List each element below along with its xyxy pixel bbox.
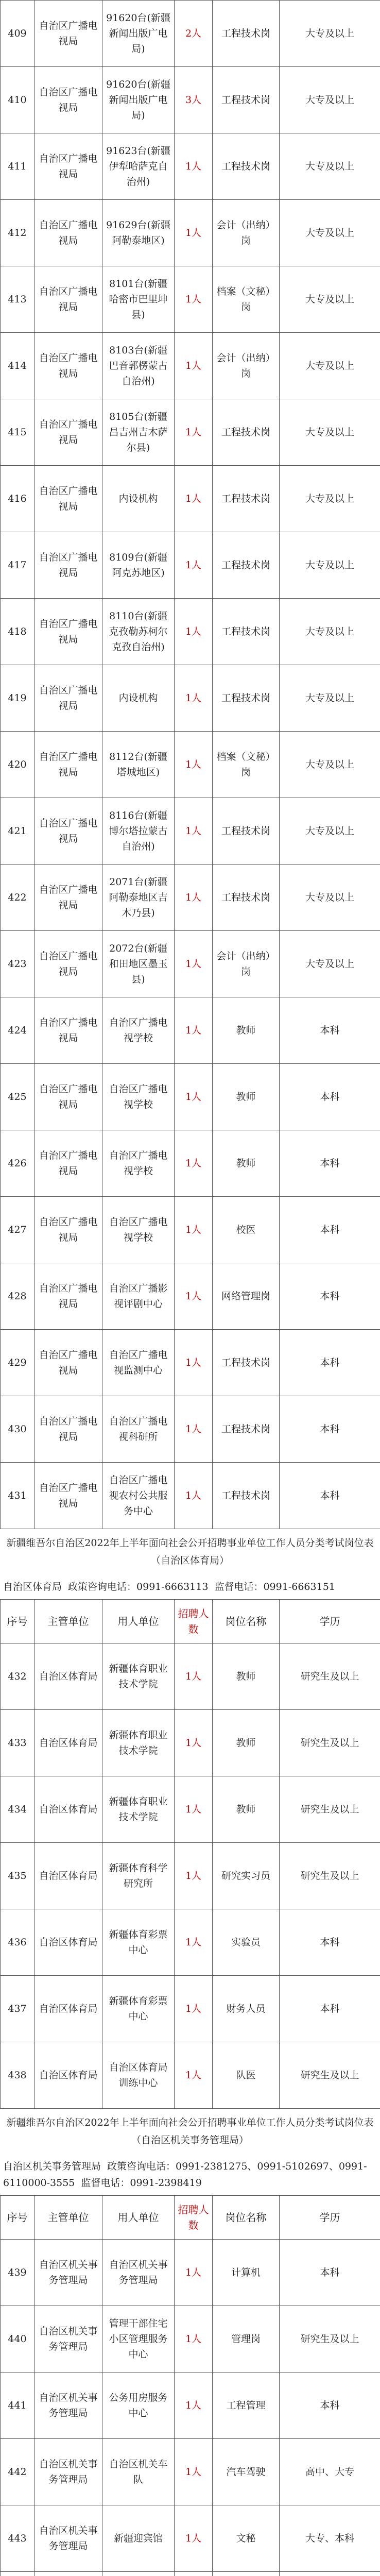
cell-position-name (213, 2572, 280, 2576)
table-header-row (1, 1600, 380, 1643)
cell-supervising-unit: 自治区广播电视局 (34, 1, 102, 67)
cell-education: 大专及以上 (280, 798, 380, 865)
cell-employer: 自治区广播影视评剧中心 (102, 1263, 175, 1330)
column-header-employer: 用人单位 (102, 2196, 175, 2240)
cell-employer: 91629台(新疆阿勒泰地区) (102, 200, 175, 266)
cell-position-name: 档案（文秘）岗 (213, 266, 280, 333)
table-row (1, 1909, 380, 1976)
cell-position-name: 计算机 (213, 2240, 280, 2306)
table-row (1, 2042, 380, 2109)
cell-position-name: 校医 (213, 1197, 280, 1263)
cell-position-name: 档案（文秘）岗 (213, 732, 280, 798)
cell-supervising-unit: 自治区广播电视局 (34, 1463, 102, 1529)
cell-position-name: 教师 (213, 1710, 280, 1776)
cell-position-name: 工程技术岗 (213, 532, 280, 599)
cell-headcount: 1人 (175, 1710, 213, 1776)
cell-position-name: 工程技术岗 (213, 1330, 280, 1396)
cell-headcount: 1人 (175, 1976, 213, 2042)
cell-employer: 内设机构 (102, 665, 175, 732)
section-notice-1: 新疆维吾尔自治区2022年上半年面向社会公开招聘事业单位工作人员分类考试岗位表（自治区体育局） (6, 1537, 374, 1566)
cell-employer: 自治区机关事务管理局 (102, 2240, 175, 2306)
table-row (1, 399, 380, 466)
column-header-headcount: 招聘人数 (175, 2196, 213, 2240)
cell-supervising-unit: 自治区体育局 (34, 1976, 102, 2042)
table-row (1, 2306, 380, 2372)
table-row (1, 1130, 380, 1197)
cell-supervising-unit: 自治区广播电视局 (34, 599, 102, 665)
cell-education: 本科 (280, 1263, 380, 1330)
column-header-supervising-unit: 主管单位 (34, 1600, 102, 1643)
cell-headcount: 1人 (175, 2240, 213, 2306)
cell-headcount: 1人 (175, 1843, 213, 1909)
cell-supervising-unit (34, 2572, 102, 2576)
table-row (1, 931, 380, 997)
cell-headcount: 1人 (175, 732, 213, 798)
column-header-row-number: 序号 (1, 1600, 34, 1643)
cell-employer: 8112台(新疆塔城地区) (102, 732, 175, 798)
cell-education: 大专及以上 (280, 67, 380, 133)
cell-education: 大专及以上 (280, 732, 380, 798)
cell-headcount: 1人 (175, 1064, 213, 1130)
column-header-position-name: 岗位名称 (213, 1600, 280, 1643)
cell-employer: 自治区体育局训练中心 (102, 2042, 175, 2109)
table-row (1, 1776, 380, 1843)
cell-employer: 内设机构 (102, 466, 175, 532)
cell-education: 大专及以上 (280, 532, 380, 599)
section-contact-1: 自治区体育局 政策咨询电话：0991-6663113 监督电话：0991-6663151 (3, 1581, 335, 1592)
column-header-education: 学历 (280, 1600, 380, 1643)
cell-education: 大专及以上 (280, 266, 380, 333)
cell-row-number: 424 (1, 997, 34, 1064)
cell-education: 高中、大专 (280, 2439, 380, 2505)
cell-employer: 公务用房服务中心 (102, 2372, 175, 2439)
cell-employer: 自治区广播电视农村公共服务中心 (102, 1463, 175, 1529)
cell-education: 大专及以上 (280, 333, 380, 399)
cell-education: 本科 (280, 1330, 380, 1396)
table-row (1, 1463, 380, 1529)
cell-row-number: 419 (1, 665, 34, 732)
table-row (1, 1643, 380, 1710)
table-row (1, 732, 380, 798)
cell-education: 本科 (280, 1197, 380, 1263)
table-row (1, 997, 380, 1064)
cell-education (280, 2572, 380, 2576)
table-row (1, 2439, 380, 2505)
cell-position-name: 会计（出纳）岗 (213, 200, 280, 266)
cell-employer: 2071台(新疆阿勒泰地区吉木乃县) (102, 865, 175, 931)
cell-row-number: 418 (1, 599, 34, 665)
cell-employer: 自治区广播电视监测中心 (102, 1330, 175, 1396)
cell-row-number: 425 (1, 1064, 34, 1130)
cell-employer: 8103台(新疆巴音郭楞蒙古自治州) (102, 333, 175, 399)
cell-employer: 新疆迎宾馆 (102, 2505, 175, 2572)
table-row (1, 1, 380, 67)
cell-row-number: 443 (1, 2505, 34, 2572)
cell-supervising-unit: 自治区广播电视局 (34, 997, 102, 1064)
cell-position-name: 教师 (213, 1130, 280, 1197)
cell-supervising-unit: 自治区体育局 (34, 2042, 102, 2109)
cell-employer: 新疆体育彩票中心 (102, 1976, 175, 2042)
table-row (1, 2505, 380, 2572)
cell-headcount: 1人 (175, 1909, 213, 1976)
cell-row-number: 421 (1, 798, 34, 865)
cell-supervising-unit: 自治区机关事务管理局 (34, 2439, 102, 2505)
table-section-3 (0, 2195, 380, 2576)
cell-education: 大专及以上 (280, 399, 380, 466)
cell-education: 研究生及以上 (280, 1776, 380, 1843)
cell-education: 大专及以上 (280, 466, 380, 532)
cell-row-number: 412 (1, 200, 34, 266)
table-row (1, 67, 380, 133)
cell-employer: 新疆体育职业技术学院 (102, 1776, 175, 1843)
cell-employer: 管理干部住宅小区管理服务中心 (102, 2306, 175, 2372)
cell-position-name: 工程技术岗 (213, 1, 280, 67)
cell-education: 研究生及以上 (280, 2306, 380, 2372)
cell-position-name: 汽车驾驶 (213, 2439, 280, 2505)
cell-employer: 8116台(新疆博尔塔拉蒙古自治州) (102, 798, 175, 865)
cell-supervising-unit: 自治区广播电视局 (34, 798, 102, 865)
cell-employer: 8110台(新疆克孜勒苏柯尔克孜自治州) (102, 599, 175, 665)
cell-headcount: 2人 (175, 1, 213, 67)
cell-headcount: 1人 (175, 266, 213, 333)
cell-supervising-unit: 自治区广播电视局 (34, 200, 102, 266)
cell-education: 大专及以上 (280, 931, 380, 997)
table-row (1, 1064, 380, 1130)
column-header-education: 学历 (280, 2196, 380, 2240)
cell-headcount: 1人 (175, 466, 213, 532)
cell-row-number: 416 (1, 466, 34, 532)
cell-row-number: 430 (1, 1396, 34, 1463)
cell-employer: 8101台(新疆哈密市巴里坤县) (102, 266, 175, 333)
cell-supervising-unit: 自治区广播电视局 (34, 732, 102, 798)
cell-headcount: 1人 (175, 997, 213, 1064)
cell-supervising-unit: 自治区体育局 (34, 1776, 102, 1843)
cell-supervising-unit: 自治区广播电视局 (34, 865, 102, 931)
cell-row-number: 414 (1, 333, 34, 399)
cell-supervising-unit: 自治区广播电视局 (34, 333, 102, 399)
cell-education: 大专及以上 (280, 665, 380, 732)
cell-headcount: 1人 (175, 599, 213, 665)
cell-employer: 自治区广播电视学校 (102, 1130, 175, 1197)
cell-employer (102, 2572, 175, 2576)
cell-row-number: 440 (1, 2306, 34, 2372)
cell-headcount: 1人 (175, 665, 213, 732)
cell-position-name: 工程技术岗 (213, 1463, 280, 1529)
cell-row-number: 417 (1, 532, 34, 599)
cell-headcount: 1人 (175, 2042, 213, 2109)
cell-headcount: 1人 (175, 200, 213, 266)
cell-position-name: 文秘 (213, 2505, 280, 2572)
cell-position-name: 会计（出纳）岗 (213, 333, 280, 399)
cell-headcount: 1人 (175, 1197, 213, 1263)
cell-employer: 自治区机关车队 (102, 2439, 175, 2505)
cell-headcount (175, 2572, 213, 2576)
cell-supervising-unit: 自治区广播电视局 (34, 67, 102, 133)
cell-row-number: 442 (1, 2439, 34, 2505)
cell-employer: 新疆体育彩票中心 (102, 1909, 175, 1976)
cell-education: 本科 (280, 1463, 380, 1529)
cell-position-name: 实验员 (213, 1909, 280, 1976)
cell-education: 大专及以上 (280, 1, 380, 67)
cell-employer: 新疆体育科学研究所 (102, 1843, 175, 1909)
cell-position-name: 工程技术岗 (213, 67, 280, 133)
cell-row-number: 434 (1, 1776, 34, 1843)
cell-row-number: 410 (1, 67, 34, 133)
table-row (1, 133, 380, 200)
cell-position-name: 教师 (213, 1643, 280, 1710)
cell-row-number: 423 (1, 931, 34, 997)
table-row (1, 865, 380, 931)
cell-headcount: 1人 (175, 798, 213, 865)
table-row (1, 1843, 380, 1909)
cell-supervising-unit: 自治区机关事务管理局 (34, 2505, 102, 2572)
cell-row-number: 433 (1, 1710, 34, 1776)
cell-headcount: 1人 (175, 2439, 213, 2505)
cell-position-name: 工程技术岗 (213, 399, 280, 466)
cell-education: 本科 (280, 1064, 380, 1130)
cell-row-number: 437 (1, 1976, 34, 2042)
cell-supervising-unit: 自治区广播电视局 (34, 1064, 102, 1130)
table-row (1, 2572, 380, 2576)
table-row (1, 200, 380, 266)
column-header-row-number: 序号 (1, 2196, 34, 2240)
table-row (1, 1263, 380, 1330)
cell-row-number: 438 (1, 2042, 34, 2109)
cell-headcount: 1人 (175, 2372, 213, 2439)
table-header-row (1, 2196, 380, 2240)
cell-row-number: 427 (1, 1197, 34, 1263)
cell-supervising-unit: 自治区广播电视局 (34, 1263, 102, 1330)
cell-education: 大专及以上 (280, 865, 380, 931)
cell-supervising-unit: 自治区广播电视局 (34, 133, 102, 200)
cell-row-number: 431 (1, 1463, 34, 1529)
cell-position-name: 教师 (213, 1776, 280, 1843)
cell-position-name: 队医 (213, 2042, 280, 2109)
cell-employer: 自治区广播电视学校 (102, 1064, 175, 1130)
cell-supervising-unit: 自治区广播电视局 (34, 665, 102, 732)
cell-supervising-unit: 自治区广播电视局 (34, 1197, 102, 1263)
cell-position-name: 研究实习员 (213, 1843, 280, 1909)
cell-employer: 91620台(新疆新闻出版广电局) (102, 67, 175, 133)
column-header-supervising-unit: 主管单位 (34, 2196, 102, 2240)
table-row (1, 599, 380, 665)
cell-headcount: 1人 (175, 2306, 213, 2372)
cell-education: 本科 (280, 1909, 380, 1976)
column-header-employer: 用人单位 (102, 1600, 175, 1643)
cell-education: 本科 (280, 1976, 380, 2042)
cell-employer: 自治区广播电视学校 (102, 997, 175, 1064)
table-row (1, 532, 380, 599)
cell-position-name: 工程管理 (213, 2372, 280, 2439)
cell-headcount: 1人 (175, 2505, 213, 2572)
cell-position-name: 工程技术岗 (213, 865, 280, 931)
cell-row-number (1, 2572, 34, 2576)
cell-supervising-unit: 自治区体育局 (34, 1909, 102, 1976)
table-row (1, 266, 380, 333)
cell-education: 本科 (280, 1130, 380, 1197)
table-row (1, 665, 380, 732)
cell-supervising-unit: 自治区广播电视局 (34, 1130, 102, 1197)
cell-employer: 91620台(新疆新闻出版广电局) (102, 1, 175, 67)
cell-row-number: 436 (1, 1909, 34, 1976)
cell-supervising-unit: 自治区广播电视局 (34, 266, 102, 333)
cell-supervising-unit: 自治区体育局 (34, 1710, 102, 1776)
cell-headcount: 1人 (175, 333, 213, 399)
cell-row-number: 428 (1, 1263, 34, 1330)
section-contact-2: 自治区机关事务管理局 政策咨询电话：0991-2381275、0991-5102697、0991-6110000-3555 监督电话：0991-2398419 (3, 2161, 367, 2189)
cell-supervising-unit: 自治区广播电视局 (34, 931, 102, 997)
cell-education: 大专及以上 (280, 133, 380, 200)
cell-education: 本科 (280, 1396, 380, 1463)
cell-position-name: 管理岗 (213, 2306, 280, 2372)
cell-supervising-unit: 自治区体育局 (34, 1643, 102, 1710)
cell-row-number: 420 (1, 732, 34, 798)
cell-employer: 自治区广播电视科研所 (102, 1396, 175, 1463)
cell-supervising-unit: 自治区机关事务管理局 (34, 2372, 102, 2439)
cell-supervising-unit: 自治区广播电视局 (34, 399, 102, 466)
cell-supervising-unit: 自治区广播电视局 (34, 532, 102, 599)
table-row (1, 2240, 380, 2306)
cell-supervising-unit: 自治区广播电视局 (34, 1396, 102, 1463)
cell-position-name: 工程技术岗 (213, 599, 280, 665)
table-row (1, 1710, 380, 1776)
cell-row-number: 413 (1, 266, 34, 333)
cell-education: 研究生及以上 (280, 1843, 380, 1909)
cell-supervising-unit: 自治区机关事务管理局 (34, 2306, 102, 2372)
cell-row-number: 432 (1, 1643, 34, 1710)
cell-row-number: 439 (1, 2240, 34, 2306)
cell-employer: 新疆体育职业技术学院 (102, 1710, 175, 1776)
cell-education: 大专及以上 (280, 599, 380, 665)
cell-education: 大专、本科 (280, 2505, 380, 2572)
cell-position-name: 工程技术岗 (213, 466, 280, 532)
column-header-position-name: 岗位名称 (213, 2196, 280, 2240)
cell-education: 本科 (280, 2372, 380, 2439)
cell-employer: 8109台(新疆阿克苏地区) (102, 532, 175, 599)
cell-employer: 8105台(新疆昌吉州吉木萨尔县) (102, 399, 175, 466)
cell-headcount: 1人 (175, 1643, 213, 1710)
cell-position-name: 工程技术岗 (213, 798, 280, 865)
cell-position-name: 教师 (213, 1064, 280, 1130)
cell-position-name: 会计（出纳）岗 (213, 931, 280, 997)
table-row (1, 798, 380, 865)
cell-supervising-unit: 自治区体育局 (34, 1843, 102, 1909)
cell-supervising-unit: 自治区广播电视局 (34, 466, 102, 532)
cell-headcount: 1人 (175, 1776, 213, 1843)
table-section-2 (0, 1599, 380, 2109)
cell-headcount: 1人 (175, 1330, 213, 1396)
cell-headcount: 1人 (175, 931, 213, 997)
cell-headcount: 3人 (175, 67, 213, 133)
table-row (1, 2372, 380, 2439)
cell-position-name: 工程技术岗 (213, 133, 280, 200)
cell-education: 研究生及以上 (280, 2042, 380, 2109)
cell-headcount: 1人 (175, 865, 213, 931)
table-row (1, 333, 380, 399)
cell-employer: 2072台(新疆和田地区墨玉县) (102, 931, 175, 997)
cell-headcount: 1人 (175, 133, 213, 200)
cell-supervising-unit: 自治区广播电视局 (34, 1330, 102, 1396)
cell-position-name: 工程技术岗 (213, 665, 280, 732)
cell-row-number: 409 (1, 1, 34, 67)
cell-position-name: 教师 (213, 997, 280, 1064)
cell-row-number: 415 (1, 399, 34, 466)
cell-education: 本科 (280, 2240, 380, 2306)
table-row (1, 1396, 380, 1463)
cell-position-name: 网络管理岗 (213, 1263, 280, 1330)
cell-row-number: 422 (1, 865, 34, 931)
cell-headcount: 1人 (175, 399, 213, 466)
column-header-headcount: 招聘人数 (175, 1600, 213, 1643)
cell-row-number: 435 (1, 1843, 34, 1909)
cell-education: 大专及以上 (280, 200, 380, 266)
cell-education: 本科 (280, 997, 380, 1064)
cell-headcount: 1人 (175, 1130, 213, 1197)
cell-headcount: 1人 (175, 1396, 213, 1463)
cell-headcount: 1人 (175, 1463, 213, 1529)
table-row (1, 1330, 380, 1396)
cell-headcount: 1人 (175, 532, 213, 599)
cell-row-number: 441 (1, 2372, 34, 2439)
cell-employer: 91623台(新疆伊犁哈萨克自治州) (102, 133, 175, 200)
cell-education: 研究生及以上 (280, 1710, 380, 1776)
cell-position-name: 工程技术岗 (213, 1396, 280, 1463)
cell-row-number: 411 (1, 133, 34, 200)
cell-education: 研究生及以上 (280, 1643, 380, 1710)
cell-supervising-unit: 自治区机关事务管理局 (34, 2240, 102, 2306)
table-row (1, 466, 380, 532)
table-row (1, 1976, 380, 2042)
table-row (1, 1197, 380, 1263)
cell-position-name: 财务人员 (213, 1976, 280, 2042)
cell-headcount: 1人 (175, 1263, 213, 1330)
cell-row-number: 429 (1, 1330, 34, 1396)
cell-row-number: 426 (1, 1130, 34, 1197)
cell-employer: 新疆体育职业技术学院 (102, 1643, 175, 1710)
cell-employer: 自治区广播电视学校 (102, 1197, 175, 1263)
section-notice-2: 新疆维吾尔自治区2022年上半年面向社会公开招聘事业单位工作人员分类考试岗位表（自治区机关事务管理局） (6, 2117, 374, 2146)
